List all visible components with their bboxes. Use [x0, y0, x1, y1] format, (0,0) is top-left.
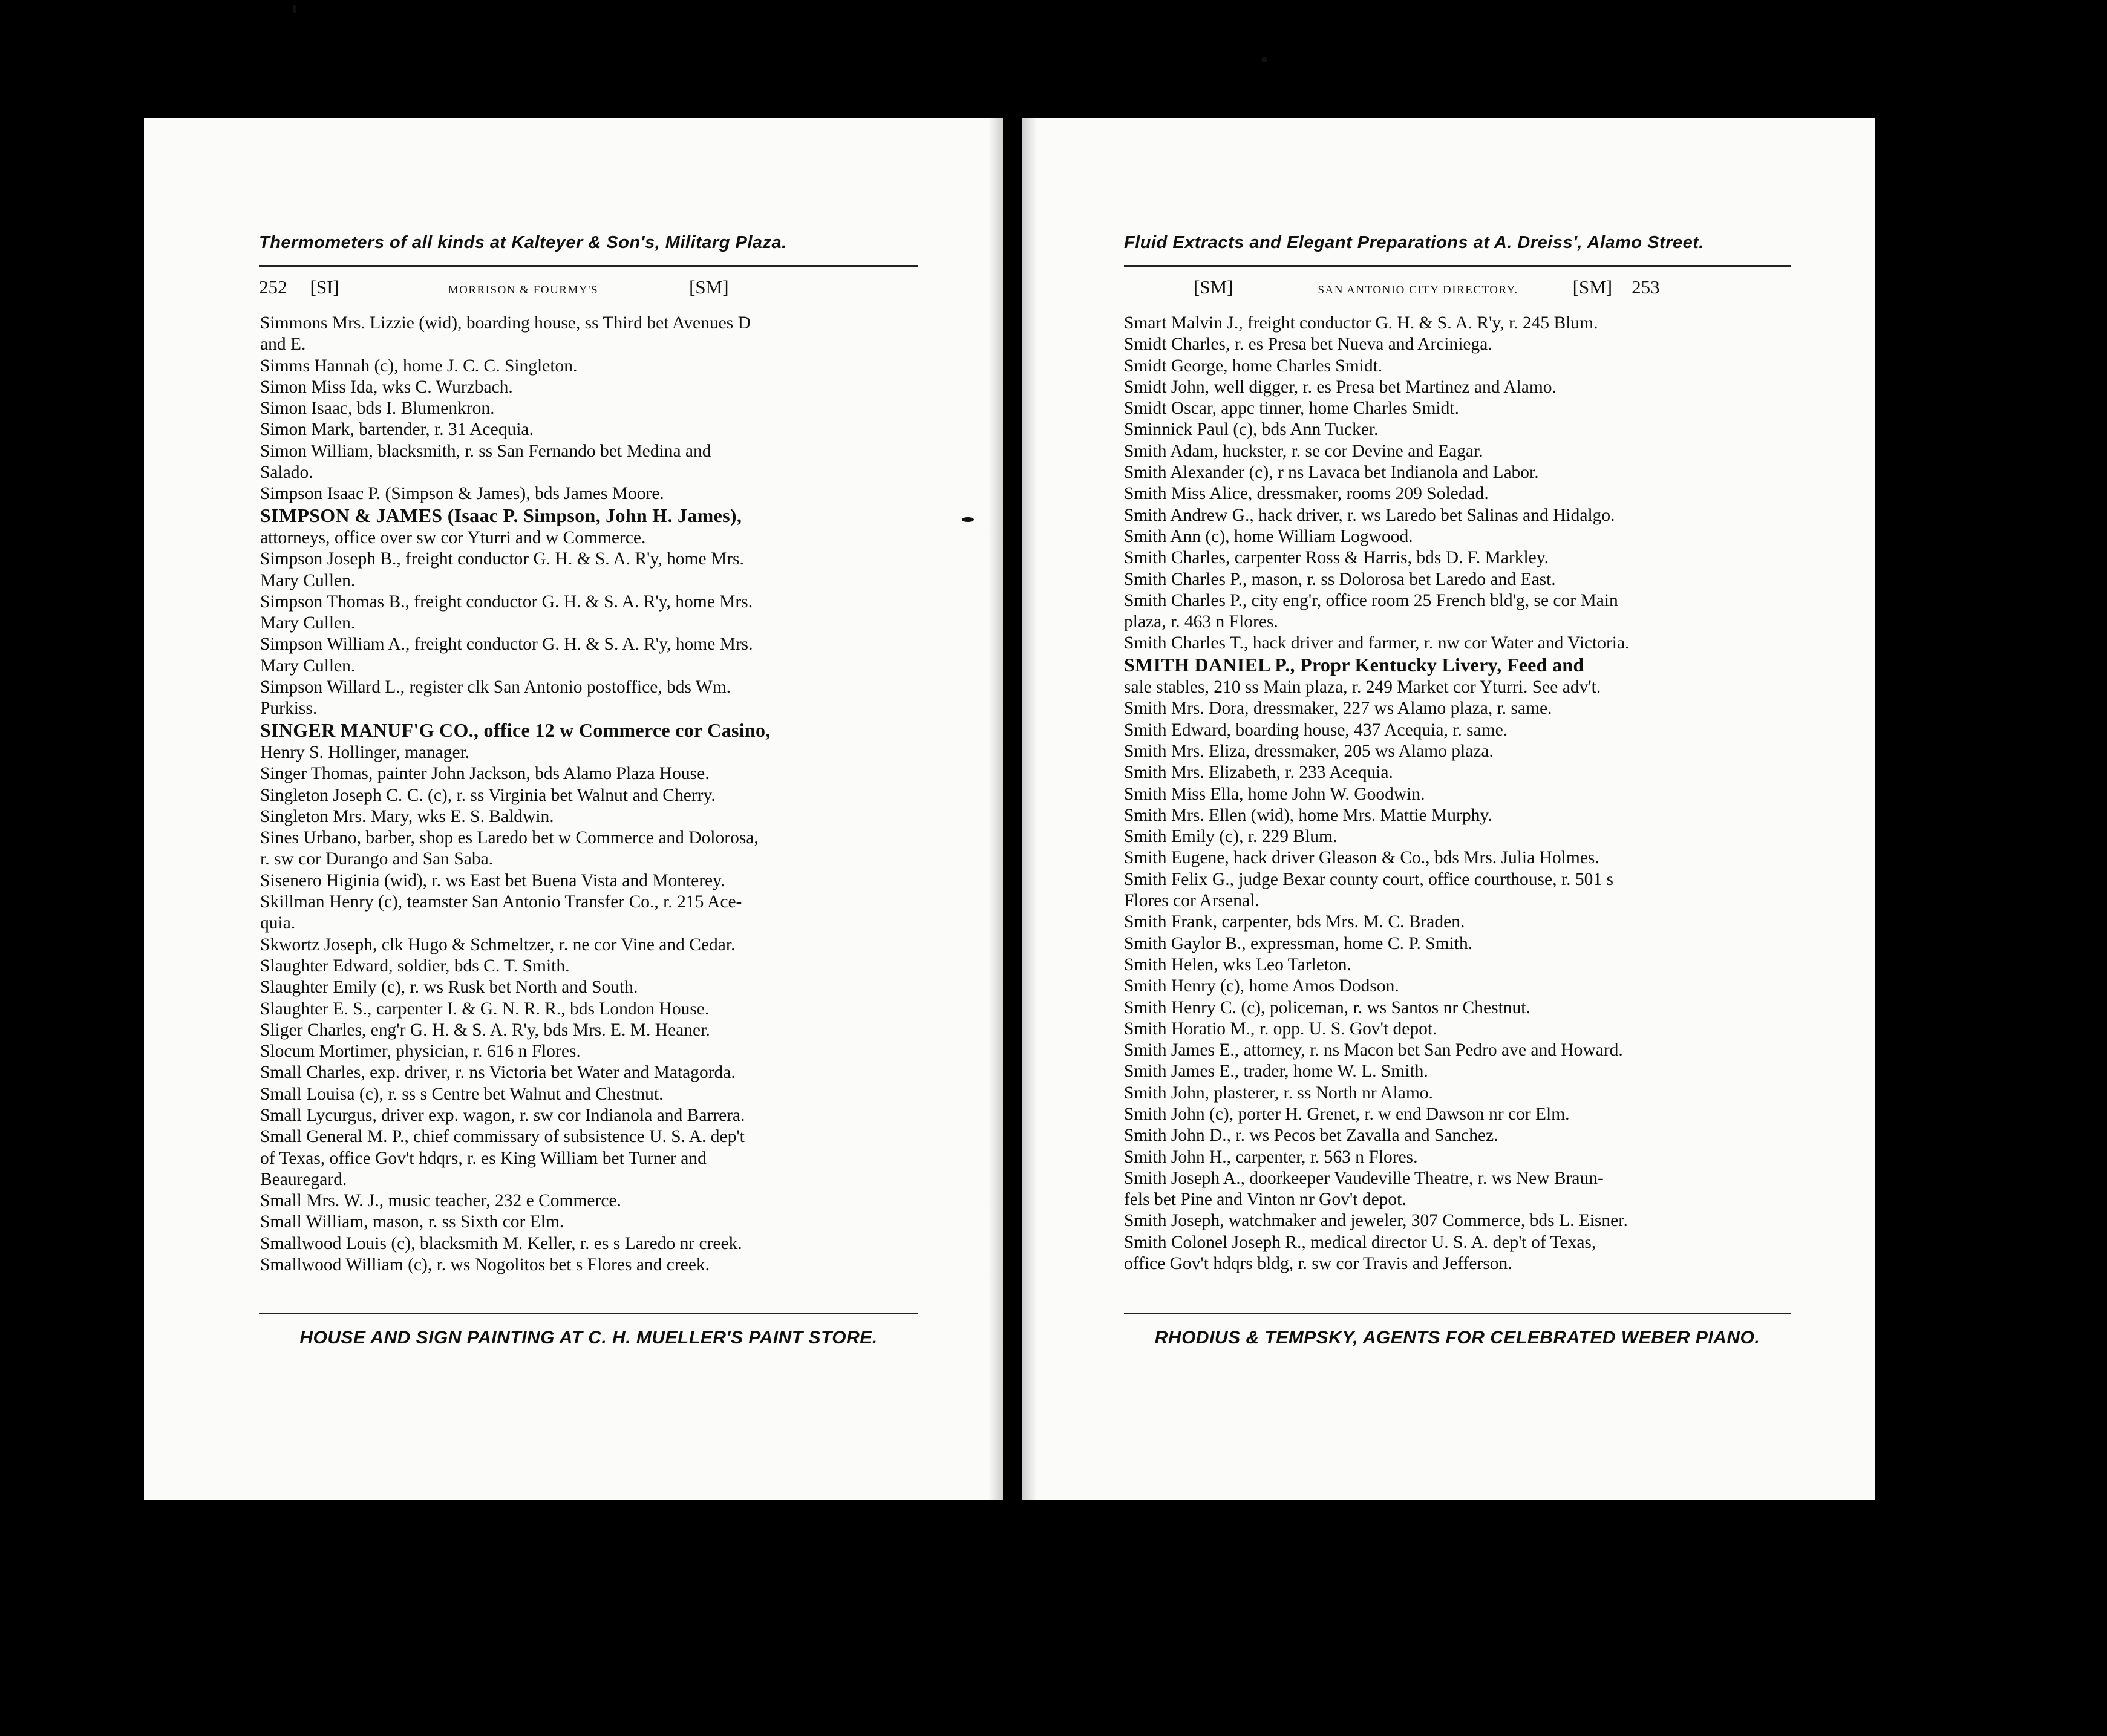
directory-entry [260, 1105, 1047, 1126]
right-last-name-key: [SM] [1572, 276, 1613, 298]
directory-entry [1124, 741, 1910, 762]
entry-text: Simon Miss Ida, wks C. Wurzbach. [260, 377, 513, 397]
entry-continuation: plaza, r. 463 n Flores. [1124, 612, 1278, 632]
directory-entry [260, 956, 1047, 977]
directory-entry [260, 549, 1047, 592]
entry-text: Smith Miss Ella, home John W. Goodwin. [1124, 784, 1425, 804]
entry-continuation: office Gov't hdqrs bldg, r. sw cor Travis and Jefferson. [1124, 1254, 1512, 1274]
entry-text: Simon Mark, bartender, r. 31 Acequia. [260, 420, 534, 440]
directory-entry [260, 634, 1047, 677]
entry-text: Singleton Mrs. Mary, wks E. S. Baldwin. [260, 806, 554, 826]
entry-text: Smith James E., trader, home W. L. Smith. [1124, 1062, 1428, 1082]
entry-text: Sminnick Paul (c), bds Ann Tucker. [1124, 420, 1379, 440]
left-bottom-advertisement: HOUSE AND SIGN PAINTING AT C. H. MUELLER'S PAINT STORE. [299, 1328, 878, 1348]
entry-text: Simpson William A., freight conductor G. H. & S. A. R'y, home Mrs. [260, 635, 753, 654]
entry-text: Smith Alexander (c), r ns Lavaca bet Indianola and Labor. [1124, 463, 1539, 483]
directory-entry [260, 441, 1047, 484]
directory-entry [260, 1190, 1047, 1212]
right-page [1022, 118, 1875, 1500]
entry-text: Smith James E., attorney, r. ns Macon bet San Pedro ave and Howard. [1124, 1040, 1623, 1060]
directory-entry [260, 1041, 1047, 1062]
entry-text: Slaughter Emily (c), r. ws Rusk bet North and South. [260, 977, 638, 997]
directory-entry [1124, 654, 1910, 699]
directory-entry [260, 763, 1047, 785]
business-listing-name: SIMPSON & JAMES (Isaac P. Simpson, John H. James), [260, 504, 742, 526]
directory-entry [260, 870, 1047, 892]
entry-text: Small Lycurgus, driver exp. wagon, r. sw cor Indianola and Barrera. [260, 1105, 745, 1125]
entry-text: Slaughter Edward, soldier, bds C. T. Smith. [260, 956, 570, 976]
entry-text: Smith Mrs. Dora, dressmaker, 227 ws Alamo plaza, r. same. [1124, 699, 1552, 719]
directory-entry [1124, 1083, 1910, 1104]
entry-text: Smith Eugene, hack driver Gleason & Co., bds Mrs. Julia Holmes. [1124, 848, 1599, 868]
directory-entry [1124, 720, 1910, 741]
directory-entry [1124, 784, 1910, 805]
directory-entry [1124, 462, 1910, 483]
business-listing-name: SINGER MANUF'G CO., office 12 w Commerce cor Casino, [260, 719, 771, 741]
directory-entry [260, 935, 1047, 956]
directory-entry [1124, 398, 1910, 419]
entry-text: Smith Adam, huckster, r. se cor Devine and Eagar. [1124, 441, 1483, 461]
directory-entry [1124, 954, 1910, 976]
directory-entry [260, 806, 1047, 827]
directory-entry [1124, 547, 1910, 569]
directory-entry [1124, 590, 1910, 633]
left-top-rule [259, 265, 918, 267]
directory-entry [1124, 1232, 1910, 1275]
directory-entry [1124, 633, 1910, 654]
directory-entry [1124, 505, 1910, 526]
scan-speck [1261, 57, 1267, 62]
directory-entry [1124, 313, 1910, 334]
directory-entry [1124, 334, 1910, 355]
entry-text: Simpson Willard L., register clk San Antonio postoffice, bds Wm. [260, 677, 731, 697]
entry-text: Smith John (c), porter H. Grenet, r. w end Dawson nr cor Elm. [1124, 1104, 1570, 1124]
left-page-number: 252 [259, 276, 287, 298]
entry-text: Smart Malvin J., freight conductor G. H. & S. A. R'y, r. 245 Blum. [1124, 313, 1598, 333]
entry-text: Smith Emily (c), r. 229 Blum. [1124, 827, 1338, 847]
entry-text: Smidt George, home Charles Smidt. [1124, 356, 1383, 376]
entry-text: Smith Charles T., hack driver and farmer, r. nw cor Water and Victoria. [1124, 633, 1630, 653]
entry-text: Smith Colonel Joseph R., medical director U. S. A. dep't of Texas, [1124, 1232, 1596, 1252]
directory-entry [260, 677, 1047, 720]
entry-text: Smith Ann (c), home William Logwood. [1124, 526, 1413, 546]
entry-text: Simmons Mrs. Lizzie (wid), boarding house, ss Third bet Avenues D [260, 313, 751, 333]
entry-text: Smith Mrs. Elizabeth, r. 233 Acequia. [1124, 763, 1393, 783]
directory-entry [260, 313, 1047, 356]
directory-entry [1124, 698, 1910, 719]
directory-entry [1124, 569, 1910, 590]
directory-entry [1124, 805, 1910, 826]
directory-entry [260, 398, 1047, 419]
directory-entry [1124, 419, 1910, 440]
directory-entry [260, 1255, 1047, 1276]
entry-continuation: Mary Cullen. [260, 570, 356, 590]
entry-text: Smidt Charles, r. es Presa bet Nueva and Arciniega. [1124, 334, 1492, 354]
entry-text: Smith John H., carpenter, r. 563 n Flores. [1124, 1147, 1418, 1167]
directory-entry [260, 356, 1047, 377]
directory-entry [260, 977, 1047, 998]
scan-speck [962, 517, 974, 522]
entry-continuation: Flores cor Arsenal. [1124, 891, 1259, 911]
entry-continuation: Purkiss. [260, 699, 318, 719]
entry-text: Skillman Henry (c), teamster San Antonio Transfer Co., r. 215 Ace- [260, 892, 742, 912]
directory-entry [260, 419, 1047, 440]
directory-entry [260, 785, 1047, 806]
left-directory-entries [260, 313, 1047, 1276]
entry-text: Small Louisa (c), r. ss s Centre bet Walnut and Chestnut. [260, 1084, 664, 1104]
left-running-head [259, 276, 918, 303]
right-bottom-advertisement: RHODIUS & TEMPSKY, AGENTS FOR CELEBRATED WEBER PIANO. [1154, 1328, 1760, 1348]
directory-entry [260, 377, 1047, 398]
directory-entry [1124, 483, 1910, 504]
directory-entry [260, 1126, 1047, 1190]
entry-text: Smith Charles, carpenter Ross & Harris, bds D. F. Markley. [1124, 548, 1549, 568]
directory-entry [1124, 847, 1910, 869]
left-bottom-rule [259, 1313, 918, 1314]
directory-entry [1124, 1210, 1910, 1232]
left-first-name-key: [SI] [310, 276, 339, 298]
left-last-name-key: [SM] [689, 276, 729, 298]
entry-text: Sliger Charles, eng'r G. H. & S. A. R'y, bds Mrs. E. M. Heaner. [260, 1020, 710, 1040]
entry-text: Smidt Oscar, appc tinner, home Charles Smidt. [1124, 399, 1459, 419]
entry-text: Smallwood Louis (c), blacksmith M. Keller, r. es s Laredo nr creek. [260, 1233, 742, 1253]
entry-text: Simon Isaac, bds I. Blumenkron. [260, 399, 495, 419]
scan-speck [293, 5, 296, 13]
directory-entry [1124, 762, 1910, 783]
entry-text: Singer Thomas, painter John Jackson, bds Alamo Plaza House. [260, 764, 710, 784]
entry-text: Smith Joseph, watchmaker and jeweler, 307 Commerce, bds L. Eisner. [1124, 1211, 1628, 1231]
entry-text: Simpson Thomas B., freight conductor G. H. & S. A. R'y, home Mrs. [260, 592, 753, 612]
entry-text: Smith Mrs. Eliza, dressmaker, 205 ws Alamo plaza. [1124, 741, 1494, 761]
entry-continuation: fels bet Pine and Vinton nr Gov't depot. [1124, 1190, 1406, 1210]
entry-text: Slaughter E. S., carpenter I. & G. N. R. R., bds London House. [260, 999, 710, 1019]
entry-text: Smith Gaylor B., expressman, home C. P. Smith. [1124, 933, 1473, 953]
directory-entry [1124, 1019, 1910, 1040]
entry-continuation: quia. [260, 913, 296, 933]
entry-text: Smith John, plasterer, r. ss North nr Alamo. [1124, 1083, 1433, 1103]
directory-entry [1124, 1168, 1910, 1211]
entry-text: Smidt John, well digger, r. es Presa bet Martinez and Alamo. [1124, 377, 1557, 397]
entry-continuation: sale stables, 210 ss Main plaza, r. 249 Market cor Yturri. See adv't. [1124, 677, 1601, 697]
entry-text: Small Charles, exp. driver, r. ns Victoria bet Water and Matagorda. [260, 1063, 736, 1083]
entry-continuation: attorneys, office over sw cor Yturri and w Commerce. [260, 527, 646, 547]
left-page [144, 118, 1003, 1500]
entry-text: Sines Urbano, barber, shop es Laredo bet w Commerce and Dolorosa, [260, 828, 759, 848]
entry-text: Smith Andrew G., hack driver, r. ws Laredo bet Salinas and Hidalgo. [1124, 505, 1615, 525]
entry-text: Singleton Joseph C. C. (c), r. ss Virginia bet Walnut and Cherry. [260, 785, 716, 805]
entry-text: Smith Helen, wks Leo Tarleton. [1124, 954, 1351, 974]
entry-text: Smith Charles P., mason, r. ss Dolorosa bet Laredo and East. [1124, 569, 1556, 589]
directory-entry [1124, 1061, 1910, 1082]
entry-continuation: Henry S. Hollinger, manager. [260, 742, 470, 762]
directory-entry [260, 505, 1047, 549]
entry-continuation: of Texas, office Gov't hdqrs, r. es King William bet Turner and [260, 1148, 707, 1168]
entry-text: Small Mrs. W. J., music teacher, 232 e Commerce. [260, 1191, 621, 1211]
directory-entry [260, 1062, 1047, 1083]
right-page-number: 253 [1632, 276, 1660, 298]
directory-entry [1124, 356, 1910, 377]
entry-continuation: Mary Cullen. [260, 613, 356, 633]
entry-text: Smith John D., r. ws Pecos bet Zavalla and Sanchez. [1124, 1126, 1498, 1146]
entry-continuation: and E. [260, 334, 306, 354]
entry-continuation: Mary Cullen. [260, 656, 356, 676]
entry-text: Slocum Mortimer, physician, r. 616 n Flores. [260, 1042, 581, 1062]
entry-text: Smith Charles P., city eng'r, office room 25 French bld'g, se cor Main [1124, 590, 1618, 610]
directory-entry [260, 1084, 1047, 1105]
entry-text: Simpson Joseph B., freight conductor G. H. & S. A. R'y, home Mrs. [260, 549, 744, 569]
business-listing-name: SMITH DANIEL P., Propr Kentucky Livery, Feed and [1124, 653, 1584, 676]
entry-text: Small William, mason, r. ss Sixth cor Elm. [260, 1212, 564, 1232]
entry-text: Smith Mrs. Ellen (wid), home Mrs. Mattie Murphy. [1124, 805, 1492, 825]
right-running-head [1124, 276, 1791, 303]
entry-text: Smith Miss Alice, dressmaker, rooms 209 Soledad. [1124, 484, 1489, 504]
directory-entry [260, 999, 1047, 1020]
entry-continuation: Beauregard. [260, 1169, 347, 1189]
directory-entry [260, 892, 1047, 935]
entry-text: Smith Joseph A., doorkeeper Vaudeville Theatre, r. ws New Braun- [1124, 1168, 1604, 1188]
entry-text: Smith Horatio M., r. opp. U. S. Gov't depot. [1124, 1019, 1437, 1039]
entry-continuation: r. sw cor Durango and San Saba. [260, 849, 494, 869]
right-top-advertisement: Fluid Extracts and Elegant Preparations at A. Dreiss', Alamo Street. [1124, 233, 1704, 252]
entry-text: Smallwood William (c), r. ws Nogolitos bet s Flores and creek. [260, 1255, 710, 1275]
entry-text: Sisenero Higinia (wid), r. ws East bet Buena Vista and Monterey. [260, 870, 725, 890]
right-directory-title: SAN ANTONIO CITY DIRECTORY. [1318, 284, 1518, 296]
directory-entry [1124, 997, 1910, 1019]
left-top-advertisement: Thermometers of all kinds at Kalteyer & Son's, Militarg Plaza. [259, 233, 787, 252]
directory-entry [1124, 377, 1910, 398]
entry-text: Simpson Isaac P. (Simpson & James), bds James Moore. [260, 484, 664, 504]
entry-text: Smith Edward, boarding house, 437 Acequia, r. same. [1124, 720, 1508, 740]
entry-text: Smith Felix G., judge Bexar county court, office courthouse, r. 501 s [1124, 869, 1613, 889]
entry-text: Smith Henry (c), home Amos Dodson. [1124, 976, 1399, 996]
directory-entry [1124, 826, 1910, 847]
entry-continuation: Salado. [260, 463, 313, 483]
directory-entry [1124, 441, 1910, 462]
directory-entry [1124, 1125, 1910, 1146]
entry-text: Small General M. P., chief commissary of subsistence U. S. A. dep't [260, 1127, 745, 1147]
right-directory-entries [1124, 313, 1910, 1274]
directory-entry [260, 827, 1047, 870]
entry-text: Smith Henry C. (c), policeman, r. ws Santos nr Chestnut. [1124, 997, 1530, 1017]
left-publisher-name: MORRISON & FOURMY'S [448, 284, 599, 296]
right-first-name-key: [SM] [1194, 276, 1233, 298]
directory-entry [260, 720, 1047, 764]
right-bottom-rule [1124, 1313, 1791, 1314]
directory-entry [1124, 976, 1910, 997]
directory-entry [260, 592, 1047, 635]
entry-text: Simms Hannah (c), home J. C. C. Singleton. [260, 356, 578, 376]
directory-entry [1124, 869, 1910, 912]
directory-entry [260, 483, 1047, 504]
entry-text: Smith Frank, carpenter, bds Mrs. M. C. Braden. [1124, 912, 1465, 932]
entry-text: Skwortz Joseph, clk Hugo & Schmeltzer, r. ne cor Vine and Cedar. [260, 935, 736, 954]
directory-entry [260, 1212, 1047, 1233]
directory-entry [1124, 1040, 1910, 1061]
directory-entry [1124, 912, 1910, 933]
directory-entry [1124, 933, 1910, 954]
directory-entry [260, 1020, 1047, 1041]
directory-entry [1124, 526, 1910, 547]
directory-entry [1124, 1104, 1910, 1125]
directory-entry [1124, 1147, 1910, 1168]
directory-entry [260, 1233, 1047, 1255]
right-top-rule [1124, 265, 1791, 267]
entry-text: Simon William, blacksmith, r. ss San Fernando bet Medina and [260, 441, 711, 461]
